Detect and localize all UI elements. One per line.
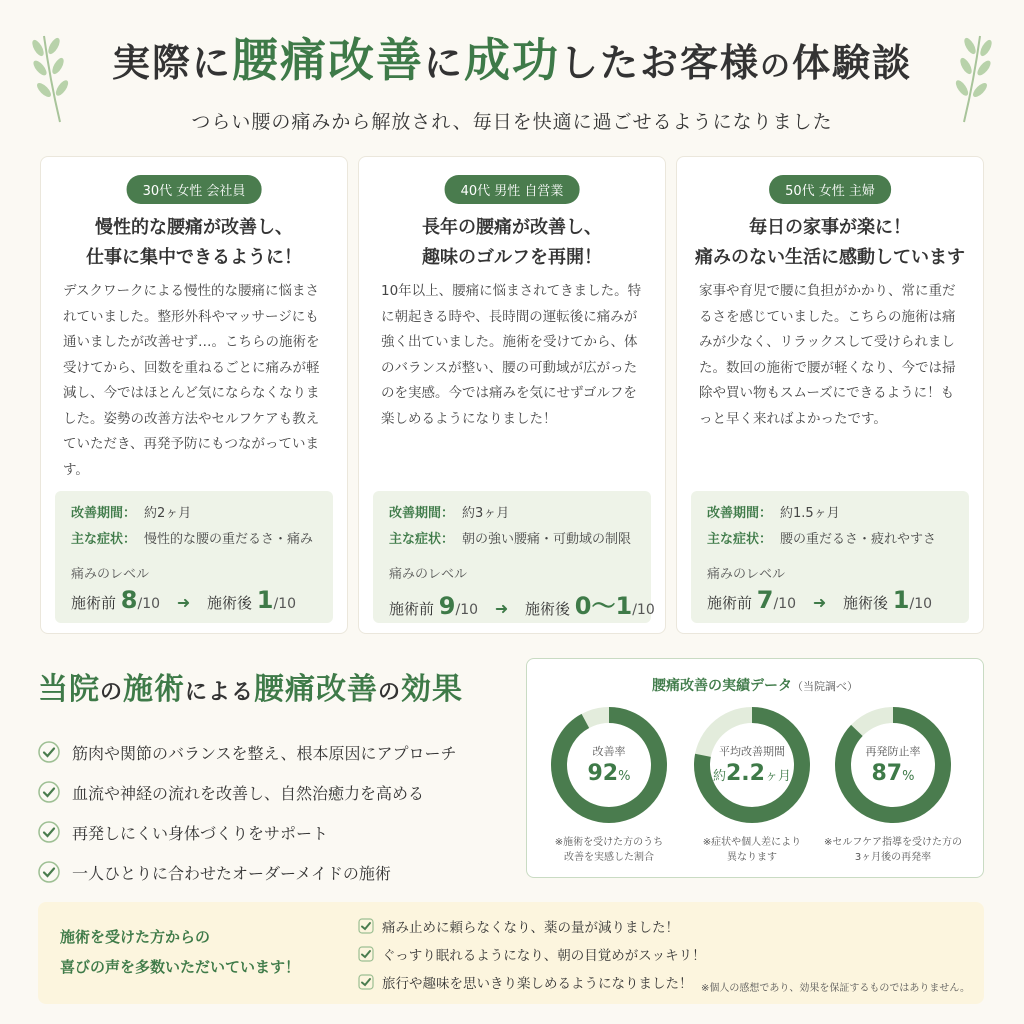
pain-level-label: 痛みのレベル <box>389 567 468 582</box>
pain-level-label: 痛みのレベル <box>71 567 150 582</box>
voice-list <box>358 912 706 996</box>
results-data-panel <box>526 658 984 878</box>
card-stats <box>691 491 969 623</box>
donut-average-period <box>692 705 812 825</box>
testimonial-card <box>676 156 984 634</box>
customer-badge: 40代 男性 自営業 <box>445 175 580 204</box>
arrow-right-icon: ➜ <box>812 593 827 612</box>
title-part: の <box>760 49 793 84</box>
pain-level-row <box>707 586 953 614</box>
period-value: 約2ヶ月 <box>144 506 192 521</box>
before-label: 施術前 <box>389 600 435 618</box>
arrow-right-icon: ➜ <box>176 593 191 612</box>
title-accent: 成功 <box>464 33 560 87</box>
after-value: 0〜1 <box>574 592 633 620</box>
voices-title <box>60 922 300 982</box>
effect-title-part: の <box>378 680 402 705</box>
card-body: 10年以上、腰痛に悩まされてきました。特に朝起きる時や、長時間の運転後に痛みが強く出ていました。施術を受けてから、体のバランスが整い、腰の可動域が広がったのを実感。今では痛みを気にせずゴルフを楽しめるようになりました！ <box>381 283 642 427</box>
title-part: したお客様 <box>560 41 761 85</box>
effect-title-part: 当院 <box>38 672 100 707</box>
denominator: /10 <box>909 596 933 612</box>
card-title-line: 長年の腰痛が改善し、 <box>422 217 602 238</box>
period-label: 改善期間： <box>389 506 455 521</box>
pain-level-row <box>389 586 655 621</box>
title-accent: 腰痛改善 <box>231 33 424 87</box>
symptom-label: 主な症状： <box>707 532 773 547</box>
before-value: 9 <box>438 592 456 620</box>
donut-unit: % <box>618 769 631 784</box>
data-title-note: （当院調べ） <box>792 680 858 693</box>
effect-title-part: による <box>185 680 255 705</box>
card-body: デスクワークによる慢性的な腰痛に悩まされていました。整形外科やマッサージにも通いましたが改善せず…。こちらの施術を受けてから、回数を重ねるごとに痛みが軽減し、今ではほとんど気にならなくなりました。姿勢の改善方法やセルフケアも教えていただき、再発予防にもつながっています。 <box>63 283 320 478</box>
title-part: 実際に <box>111 41 232 85</box>
donut-label: 平均改善期間 <box>719 745 785 758</box>
effect-item-text: 血流や神経の流れを改善し、自然治癒力を高める <box>72 783 425 803</box>
data-panel-title <box>527 675 983 695</box>
card-title <box>677 213 983 273</box>
customer-badge: 50代 女性 主婦 <box>769 175 891 204</box>
donut-unit: ヶ月 <box>764 769 791 784</box>
effect-title-part: 効果 <box>401 672 464 707</box>
effect-item-text: 再発しにくい身体づくりをサポート <box>72 823 329 843</box>
denominator: /10 <box>632 602 655 618</box>
donut-unit: % <box>902 769 915 784</box>
testimonial-cards <box>40 156 984 634</box>
symptom-label: 主な症状： <box>71 532 137 547</box>
check-icon <box>358 946 374 962</box>
before-value: 8 <box>120 586 138 614</box>
card-title-line: 慢性的な腰痛が改善し、 <box>95 217 293 238</box>
disclaimer: ※個人の感想であり、効果を保証するものではありません。 <box>701 983 970 994</box>
check-circle-icon <box>38 741 60 763</box>
list-item <box>358 968 706 996</box>
period-label: 改善期間： <box>71 506 137 521</box>
donut-prefix: 約 <box>712 769 726 784</box>
title-part: に <box>423 41 464 85</box>
after-label: 施術後 <box>843 594 889 612</box>
donut-note-line: 改善を実感した割合 <box>564 852 654 863</box>
donut-label: 再発防止率 <box>865 745 921 758</box>
symptom-value: 朝の強い腰痛・可動域の制限 <box>462 532 632 547</box>
voices-title-line: 施術を受けた方からの <box>60 928 211 946</box>
list-item <box>38 852 508 892</box>
period-line <box>71 501 317 527</box>
donut-improvement-rate <box>549 705 669 825</box>
customer-voices-banner <box>38 902 984 1004</box>
effect-section <box>38 664 508 892</box>
voice-text: 痛み止めに頼らなくなり、薬の量が減りました！ <box>382 920 679 936</box>
list-item <box>38 732 508 772</box>
after-value: 1 <box>256 586 274 614</box>
card-title <box>41 213 347 273</box>
donut-value <box>833 761 953 786</box>
list-item <box>358 940 706 968</box>
after-label: 施術後 <box>525 600 571 618</box>
check-circle-icon <box>38 781 60 803</box>
donut-note <box>534 835 684 865</box>
effect-item-text: 一人ひとりに合わせたオーダーメイドの施術 <box>72 863 391 883</box>
denominator: /10 <box>273 596 297 612</box>
before-value: 7 <box>756 586 774 614</box>
period-line <box>389 501 635 527</box>
card-title-line: 毎日の家事が楽に！ <box>749 217 911 238</box>
card-title-line: 仕事に集中できるように！ <box>86 247 302 268</box>
list-item <box>358 912 706 940</box>
card-stats <box>373 491 655 623</box>
page-title <box>0 30 1024 97</box>
customer-badge: 30代 女性 会社員 <box>127 175 262 204</box>
period-value: 約1.5ヶ月 <box>780 506 840 521</box>
symptom-line <box>71 527 317 553</box>
denominator: /10 <box>137 596 161 612</box>
voices-title-line: 喜びの声を多数いただいています！ <box>60 958 301 976</box>
donut-value <box>549 761 669 786</box>
effect-title <box>38 664 508 708</box>
after-value: 1 <box>892 586 910 614</box>
symptom-value: 腰の重だるさ・疲れやすさ <box>780 532 937 547</box>
period-label: 改善期間： <box>707 506 773 521</box>
donut-note-line: 異なります <box>727 852 777 863</box>
check-icon <box>358 918 374 934</box>
effect-list <box>38 732 508 892</box>
denominator: /10 <box>455 602 479 618</box>
card-title <box>359 213 665 273</box>
list-item <box>38 812 508 852</box>
donut-label: 改善率 <box>592 745 626 758</box>
check-circle-icon <box>38 821 60 843</box>
donut-note-line: 3ヶ月後の再発率 <box>854 852 932 863</box>
data-title-text: 腰痛改善の実績データ <box>652 678 792 694</box>
donut-note-line: ※施術を受けた方のうち <box>554 837 664 848</box>
list-item <box>38 772 508 812</box>
pain-level-label: 痛みのレベル <box>707 567 786 582</box>
page-subtitle: つらい腰の痛みから解放され、毎日を快適に過ごせるようになりました <box>191 111 833 133</box>
after-label: 施術後 <box>207 594 253 612</box>
symptom-label: 主な症状： <box>389 532 455 547</box>
testimonial-card <box>40 156 348 634</box>
page-header <box>0 30 1024 134</box>
check-circle-icon <box>38 861 60 883</box>
effect-title-part: 施術 <box>123 672 186 707</box>
card-body: 家事や育児で腰に負担がかかり、常に重だるさを感じていました。こちらの施術は痛みが少なく、リラックスして受けられました。数回の施術で腰が軽くなり、今では掃除や買い物もスムーズにできるように！もっと早く来ればよかったです。 <box>699 283 956 427</box>
donut-value <box>692 761 812 786</box>
before-label: 施術前 <box>707 594 753 612</box>
card-title-line: 趣味のゴルフを再開！ <box>422 247 602 268</box>
voice-text: 旅行や趣味を思いきり楽しめるようになりました！ <box>382 976 693 992</box>
effect-item-text: 筋肉や関節のバランスを整え、根本原因にアプローチ <box>72 743 457 763</box>
period-line <box>707 501 953 527</box>
pain-level-row <box>71 586 317 614</box>
card-stats <box>55 491 333 623</box>
testimonial-card <box>358 156 666 634</box>
symptom-line <box>389 527 635 553</box>
effect-title-part: の <box>100 680 124 705</box>
symptom-line <box>707 527 953 553</box>
donut-number: 2.2 <box>726 761 765 786</box>
donut-number: 87 <box>871 761 903 786</box>
effect-title-part: 腰痛改善 <box>254 672 379 707</box>
check-icon <box>358 974 374 990</box>
donut-note-line: ※症状や個人差により <box>702 837 802 848</box>
donut-note <box>677 835 827 865</box>
card-title-line: 痛みのない生活に感動しています <box>695 247 965 268</box>
voice-text: ぐっすり眠れるようになり、朝の目覚めがスッキリ！ <box>382 948 706 964</box>
before-label: 施術前 <box>71 594 117 612</box>
period-value: 約3ヶ月 <box>462 506 510 521</box>
donut-number: 92 <box>587 761 619 786</box>
donut-recurrence-prevention <box>833 705 953 825</box>
donut-note-line: ※セルフケア指導を受けた方の <box>823 837 963 848</box>
donut-note <box>818 835 968 865</box>
symptom-value: 慢性的な腰の重だるさ・痛み <box>144 532 314 547</box>
arrow-right-icon: ➜ <box>494 599 509 618</box>
title-part: 体験談 <box>792 41 913 85</box>
denominator: /10 <box>773 596 797 612</box>
